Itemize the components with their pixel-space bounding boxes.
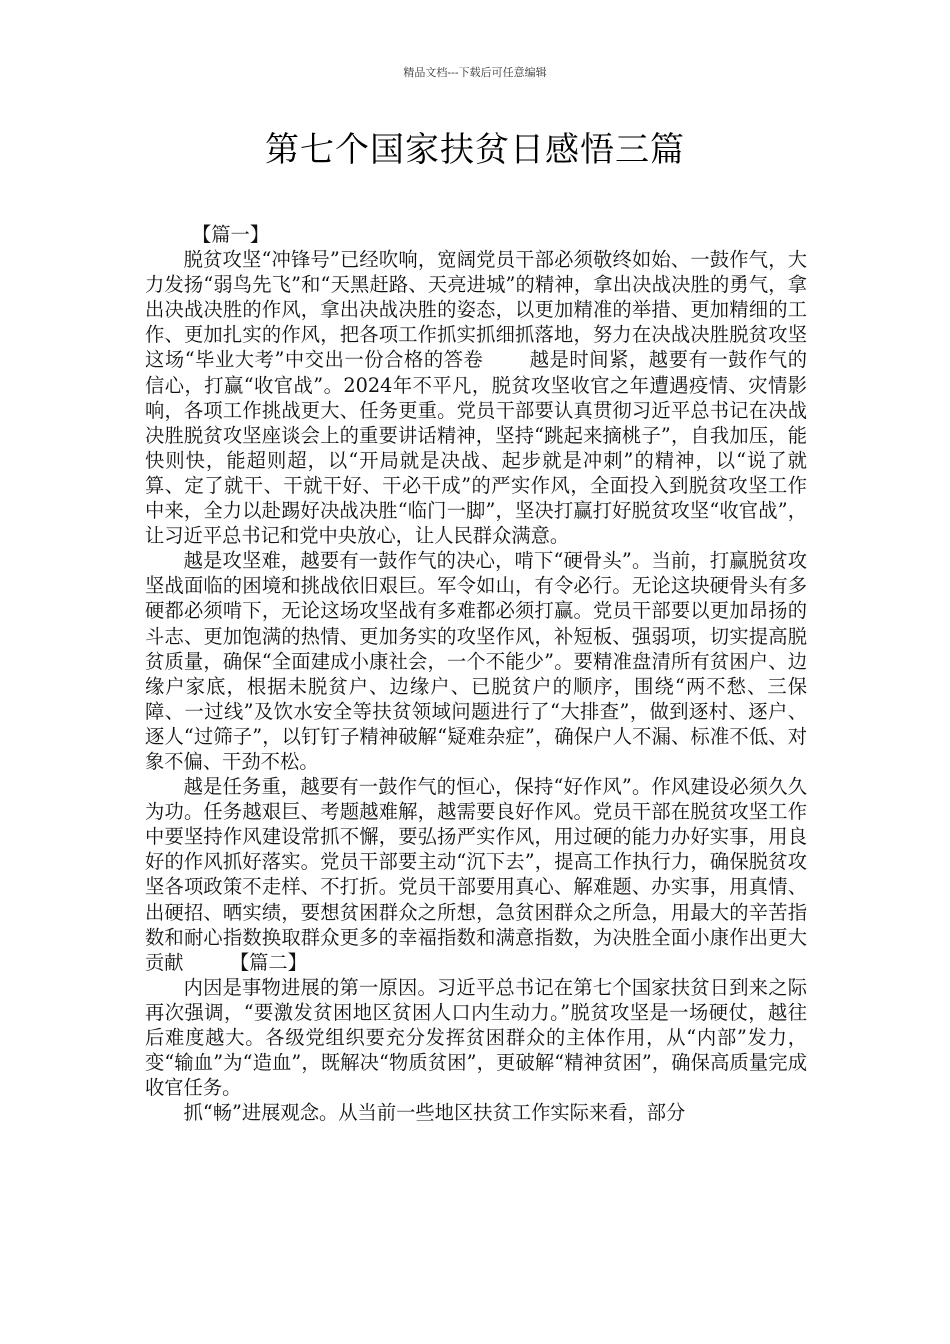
- header-note: 精品文档---下载后可任意编辑: [403, 66, 547, 79]
- paragraph-5: 抓“畅”进展观念。从当前一些地区扶贫工作实际来看，部分: [183, 1101, 686, 1125]
- document-title: 第七个国家扶贫日感悟三篇: [265, 130, 685, 170]
- paragraph-3-text: 越是任务重，越要有一鼓作气的恒心，保持“好作风”。作风建设必须久久为功。任务越艰巨、考题越难解，越需要良好作风。党员干部在脱贫攻坚工作中要坚持作风建设常抓不懈，要弘扬严实作风，用过硬的能力办好实事，用良好的作风抓好落实。党员干部要主动“沉下去”，提高工作执行力，确保脱贫攻坚各项政策不走样、不打折。党员干部要用真心、解难题、办实事，用真情、出硬招、晒实绩，要想贫困群众之所想，急贫困群众之所急，用最大的辛苦指数和耐心指数换取群众更多的幸福指数和满意指数，为决胜全面小康作出更大贡献: [145, 775, 807, 974]
- document-body: [145, 222, 807, 1125]
- section-label-2: 【篇二】: [229, 950, 307, 974]
- paragraph-1-part-b: 越是时间紧，越要有一鼓作气的信心，打赢“收官战”。2024年不平凡，脱贫攻坚收官之年遭遇疫情、灾情影响，各项工作挑战更大、任务更重。党员干部要认真贯彻习近平总书记在决战决胜脱贫攻坚座谈会上的重要讲话精神，坚持“跳起来摘桃子”，自我加压，能快则快，能超则超，以“开局就是决战、起步就是冲刺”的精神，以“说了就算、定了就干、干就干好、干必干成”的严实作风，全面投入到脱贫攻坚工作中来，全力以赴踢好决战决胜“临门一脚”，坚决打赢打好脱贫攻坚“收官战”，让习近平总书记和党中央放心，让人民群众满意。: [145, 348, 808, 548]
- section-label-1: 【篇一】: [192, 223, 270, 246]
- paragraph-1-part-a: 脱贫攻坚“冲锋号”已经吹响，宽阔党员干部必须敬终如始、一鼓作气，大力发扬“弱鸟先飞”和“天黑赶路、天亮进城”的精神，拿出决战决胜的勇气，拿出决战决胜的作风，拿出决战决胜的姿态，以更加精准的举措、更加精细的工作、更加扎实的作风，把各项工作抓实抓细抓落地，努力在决战决胜脱贫攻坚这场“毕业大考”中交出一份合格的答卷: [145, 248, 807, 372]
- paragraph-3: [145, 774, 807, 975]
- paragraph-4: 内因是事物进展的第一原因。习近平总书记在第七个国家扶贫日到来之际再次强调，“要激发贫困地区贫困人口内生动力。”脱贫攻坚是一场硬仗，越往后难度越大。各级党组织要充分发挥贫困群众的主体作用，从“内部”发力，变“输血”为“造血”，既解决“物质贫困”，更破解“精神贫困”，确保高质量完成收官任务。: [145, 975, 807, 1100]
- paragraph-1: [145, 247, 807, 548]
- paragraph-2: 越是攻坚难，越要有一鼓作气的决心，啃下“硬骨头”。当前，打赢脱贫攻坚战面临的困境和挑战依旧艰巨。军令如山，有令必行。无论这块硬骨头有多硬都必须啃下，无论这场攻坚战有多难都必须打赢。党员干部要以更加昂扬的斗志、更加饱满的热情、更加务实的攻坚作风，补短板、强弱项，切实提高脱贫质量，确保“全面建成小康社会，一个不能少”。要精准盘清所有贫困户、边缘户家底，根据未脱贫户、边缘户、已脱贫户的顺序，围绕“两不愁、三保障、一过线”及饮水安全等扶贫领域问题进行了“大排查”，做到逐村、逐户、逐人“过筛子”，以钉钉子精神破解“疑难杂症”，确保户人不漏、标准不低、对象不偏、干劲不松。: [145, 549, 807, 773]
